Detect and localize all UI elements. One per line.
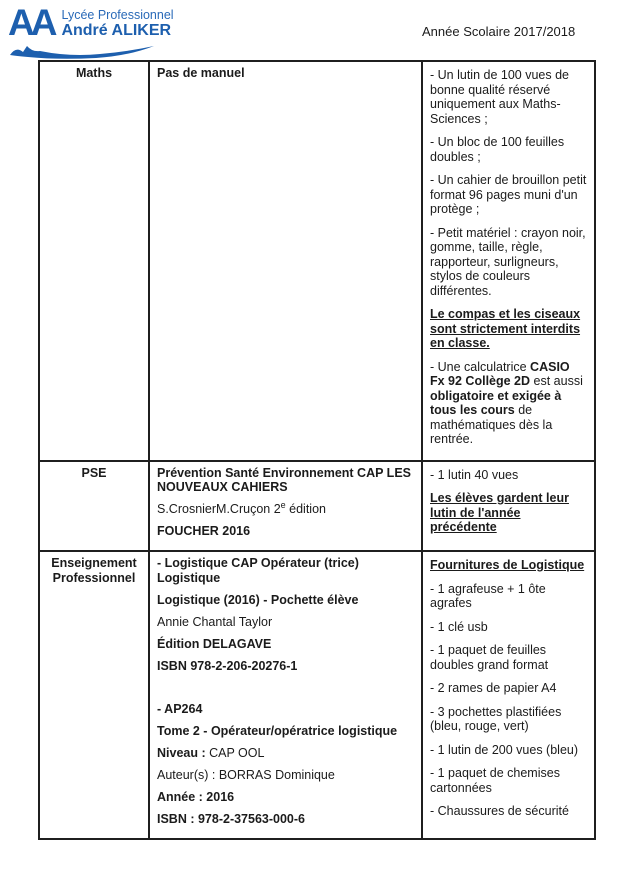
cell-paragraph — [157, 681, 414, 695]
text-run: Année : 2016 — [157, 790, 235, 804]
logo-monogram: AA — [8, 2, 54, 43]
cell-paragraph — [430, 468, 587, 483]
cell-paragraph — [157, 615, 414, 630]
subject-cell: Maths — [39, 61, 149, 461]
cell-paragraph — [430, 766, 587, 795]
supplies-table-body — [39, 61, 595, 839]
cell-paragraph — [430, 226, 587, 299]
manual-cell — [149, 61, 422, 461]
cell-paragraph — [157, 659, 414, 674]
cell-paragraph — [157, 66, 414, 81]
text-run: Fournitures de Logistique — [430, 558, 585, 572]
cell-paragraph — [430, 307, 587, 351]
table-row — [39, 61, 595, 461]
supplies-cell — [422, 551, 595, 839]
text-run: Auteur(s) : BORRAS Dominique — [157, 768, 335, 782]
text-run: FOUCHER 2016 — [157, 524, 251, 538]
text-run: est aussi — [530, 374, 583, 388]
text-run: ISBN : 978-2-37563-000-6 — [157, 812, 305, 826]
text-run: S.CrosnierM.Cruçon 2 — [157, 502, 281, 516]
school-logo — [8, 2, 198, 58]
cell-paragraph — [157, 466, 414, 495]
text-run: - 1 paquet de chemises cartonnées — [430, 766, 560, 795]
cell-paragraph — [430, 705, 587, 734]
cell-paragraph — [430, 582, 587, 611]
text-run: - 1 lutin 40 vues — [430, 467, 519, 482]
text-run: Pas de manuel — [157, 66, 245, 80]
cell-paragraph — [157, 499, 414, 517]
logo-swoosh-icon — [8, 42, 158, 60]
text-run: - AP264 — [157, 702, 203, 716]
text-run: - 1 clé usb — [430, 619, 488, 634]
cell-paragraph — [430, 620, 587, 635]
text-run: - Un bloc de 100 feuilles doubles ; — [430, 135, 565, 164]
text-run: - 2 rames de papier A4 — [430, 681, 557, 695]
text-run: - Une calculatrice — [430, 359, 531, 374]
table-row — [39, 461, 595, 552]
school-year-label: Année Scolaire 2017/2018 — [422, 24, 576, 39]
supplies-cell — [422, 461, 595, 552]
text-run: Annie Chantal Taylor — [157, 614, 273, 629]
text-run: de mathématiques dès la rentrée. — [430, 403, 553, 446]
cell-paragraph — [157, 746, 414, 761]
cell-paragraph — [157, 812, 414, 827]
supplies-cell — [422, 61, 595, 461]
cell-paragraph — [430, 681, 587, 696]
cell-paragraph — [157, 790, 414, 805]
cell-paragraph — [430, 135, 587, 164]
cell-paragraph — [430, 360, 587, 447]
cell-paragraph — [430, 173, 587, 217]
logo-school-name: André ALIKER — [61, 22, 172, 39]
text-run: - 3 pochettes plastifiées (bleu, rouge, vert) — [430, 704, 562, 733]
subject-cell: PSE — [39, 461, 149, 552]
text-run: CAP OOL — [209, 746, 265, 760]
text-run: CASIO Fx 92 Collège 2D — [430, 359, 570, 388]
cell-paragraph — [157, 702, 414, 717]
cell-paragraph — [430, 558, 587, 573]
logo-school-type: Lycée Professionnel — [61, 8, 174, 22]
text-run: Édition DELAGAVE — [157, 636, 272, 651]
text-run: Le compas et les ciseaux sont strictement interdits en classe. — [430, 307, 581, 350]
text-run: édition — [285, 502, 326, 516]
cell-paragraph — [157, 556, 414, 585]
table-row — [39, 551, 595, 839]
cell-paragraph — [157, 524, 414, 539]
text-run: - Logistique CAP Opérateur (trice) Logistique — [157, 556, 359, 585]
text-run: e — [280, 499, 286, 510]
manual-cell — [149, 461, 422, 552]
text-run: - Petit matériel : crayon noir, gomme, taille, règle, rapporteur, surligneurs, stylos de couleurs différentes. — [430, 225, 586, 298]
text-run: - 1 lutin de 200 vues (bleu) — [430, 742, 579, 757]
subject-cell: Enseignement Professionnel — [39, 551, 149, 839]
text-run: Prévention Santé Environnement CAP LES NOUVEAUX CAHIERS — [157, 465, 411, 494]
text-run: Logistique (2016) - Pochette élève — [157, 592, 359, 607]
text-run: Les élèves gardent leur lutin de l'année précédente — [430, 491, 569, 534]
supplies-table — [38, 60, 596, 840]
text-run: Tome 2 - Opérateur/opératrice logistique — [157, 724, 398, 738]
text-run: Niveau : — [157, 746, 210, 760]
manual-cell — [149, 551, 422, 839]
cell-paragraph — [430, 804, 587, 819]
text-run: - Un lutin de 100 vues de bonne qualité réservé uniquement aux Maths-Sciences ; — [430, 68, 569, 126]
cell-paragraph — [157, 724, 414, 739]
cell-paragraph — [157, 637, 414, 652]
cell-paragraph — [430, 68, 587, 126]
text-run: ISBN 978-2-206-20276-1 — [157, 658, 298, 673]
cell-paragraph — [157, 768, 414, 783]
text-run: obligatoire et exigée à tous les cours — [430, 388, 562, 417]
cell-paragraph — [430, 643, 587, 672]
cell-paragraph — [157, 593, 414, 608]
text-run: - Chaussures de sécurité — [430, 804, 569, 818]
text-run: - Un cahier de brouillon petit format 96 pages muni d'un protège ; — [430, 173, 587, 216]
cell-paragraph — [430, 743, 587, 758]
text-run: - 1 agrafeuse + 1 ôte agrafes — [430, 581, 546, 610]
text-run: - 1 paquet de feuilles doubles grand format — [430, 643, 549, 672]
cell-paragraph — [430, 491, 587, 535]
